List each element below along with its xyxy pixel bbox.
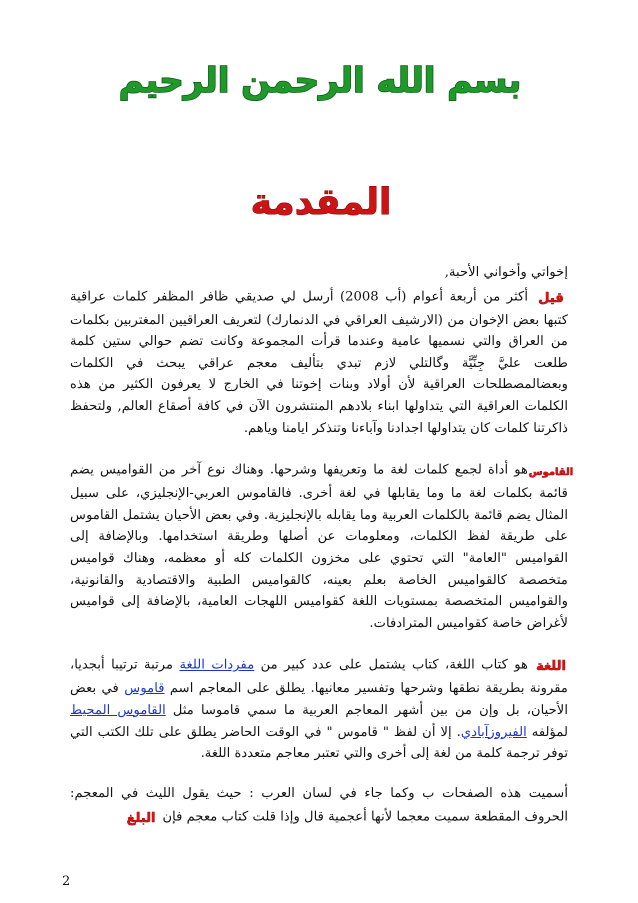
naming-badge-icon — [124, 804, 158, 830]
basmala-text: بسم الله الرحمن الرحيم — [118, 61, 522, 101]
greeting-line: إخواتي وأخواني الأحبة, — [444, 265, 568, 280]
naming-badge-text: البلغ — [126, 811, 156, 827]
qamus-text: هو أداة لجمع كلمات لغة ما وتعريفها وشرحها. وهناك نوع آخر من القواميس يضم قائمة بكلمات لغة ما وما يقابلها في لغة أخرى. فالقاموس العربي-الإنجليزي، على سبيل المثال يضم قائمة بالكلمات العربية وما يقابله بالإنجليزية. وفي بعض الأحيان يشتمل القاموس على طريقة لفظ الكلمات، ومعلومات عن أصلها وطريقة استخدامها. وبالإضافة إلى القواميس "العامة" التي تحتوي على مخزون الكلمات كله أو معظمه، وهناك قواميس متخصصة كالقواميس الخاصة بعلم بعينه، كالقواميس الطبية والاقتصادية والقانونية، والقواميس المتخصصة بمستويات اللغة كقواميس اللهجات العامية، بالإضافة إلى قواميس لأغراض خاصة كقواميس المترادفات. — [70, 462, 568, 631]
lugha-badge-text: اللغة — [536, 659, 566, 675]
link-alqamus-almuhit[interactable]: القاموس المحيط — [70, 702, 166, 718]
lugha-text-3: في بعض الأحيان، بل وإن من بين أشهر المعاجم العربية ما سمي قاموسا مثل — [70, 681, 568, 718]
lugha-paragraph — [70, 652, 568, 764]
qamus-badge-icon — [528, 457, 574, 483]
section-title-calligraphy — [246, 170, 396, 232]
intro-paragraph — [70, 284, 568, 440]
qamus-paragraph — [70, 457, 574, 634]
lugha-text-4: لمؤلفه — [526, 724, 568, 740]
intro-text: أكثر من أربعة أعوام (أب 2008) أرسل لي صديقي ظافر المظفر كلمات عراقية كتبها بعض الإخوان من (الارشيف العراقي في الدنمارك) لتعريف العراقيين المغتربين بكلمات من العراق والتي نسميها عامية وعندما قرأت المجموعة وكانت تضم حوالي ستين كلمة طلعت عليَّ جِنِّيَّة وگالتلي لازم تبدي بتأليف معجم عراقي يبحث في الكلمات وبعضالمصطلحات العراقية لأن أولاد وبنات إخوتنا في الخارج لا يعرفون الكثير من هذه الكلمات العراقية التي يتداولها ابناء بلادهم المنتشرون الآن في كافة أصقاع العالم, ولتحفظ ذاكرتنا كلمات كان يتداولها اجدادنا وآباءنا وتنذكر ايامنا وياهم. — [70, 289, 568, 436]
link-firuzabadi[interactable]: الفيروزآبادي — [460, 724, 527, 740]
link-qamus[interactable]: قاموس — [124, 681, 165, 697]
lugha-text-2: مرتبة ترتيبا أبجديا، مقرونة بطريقة نطقها وشرحها وتفسير معانيها. يطلق على المعاجم اسم — [70, 657, 568, 697]
intro-badge-icon — [534, 284, 568, 310]
naming-text: أسميت هذه الصفحات ب وكما جاء في لسان العرب : حيث يقول الليث في المعجم: الحروف المقطعة سميت معجما لأنها أعجمية قال وإذا قلت كتاب معجم فإن — [70, 785, 568, 825]
lugha-text-5: . إلا أن لفظ " قاموس " في الوقت الحاضر يطلق على تلك الكتب التي توفر ترجمة كلمة من لغة إلى أخرى والتي تعتبر معاجم متعددة اللغة. — [70, 724, 568, 762]
page-title: المقدمة — [250, 182, 392, 223]
intro-badge-text: قيل — [538, 290, 564, 306]
lugha-badge-icon — [534, 652, 568, 678]
lugha-text-1: هو كتاب اللغة، كتاب يشتمل على عدد كبير من — [254, 657, 528, 673]
page-number: 2 — [62, 874, 71, 889]
qamus-badge-text: القاموس — [528, 467, 574, 479]
naming-paragraph — [70, 783, 568, 831]
link-mufradat-allugha[interactable]: مفردات اللغة — [179, 657, 255, 673]
basmala-calligraphy — [118, 52, 522, 110]
document-body — [70, 262, 574, 830]
